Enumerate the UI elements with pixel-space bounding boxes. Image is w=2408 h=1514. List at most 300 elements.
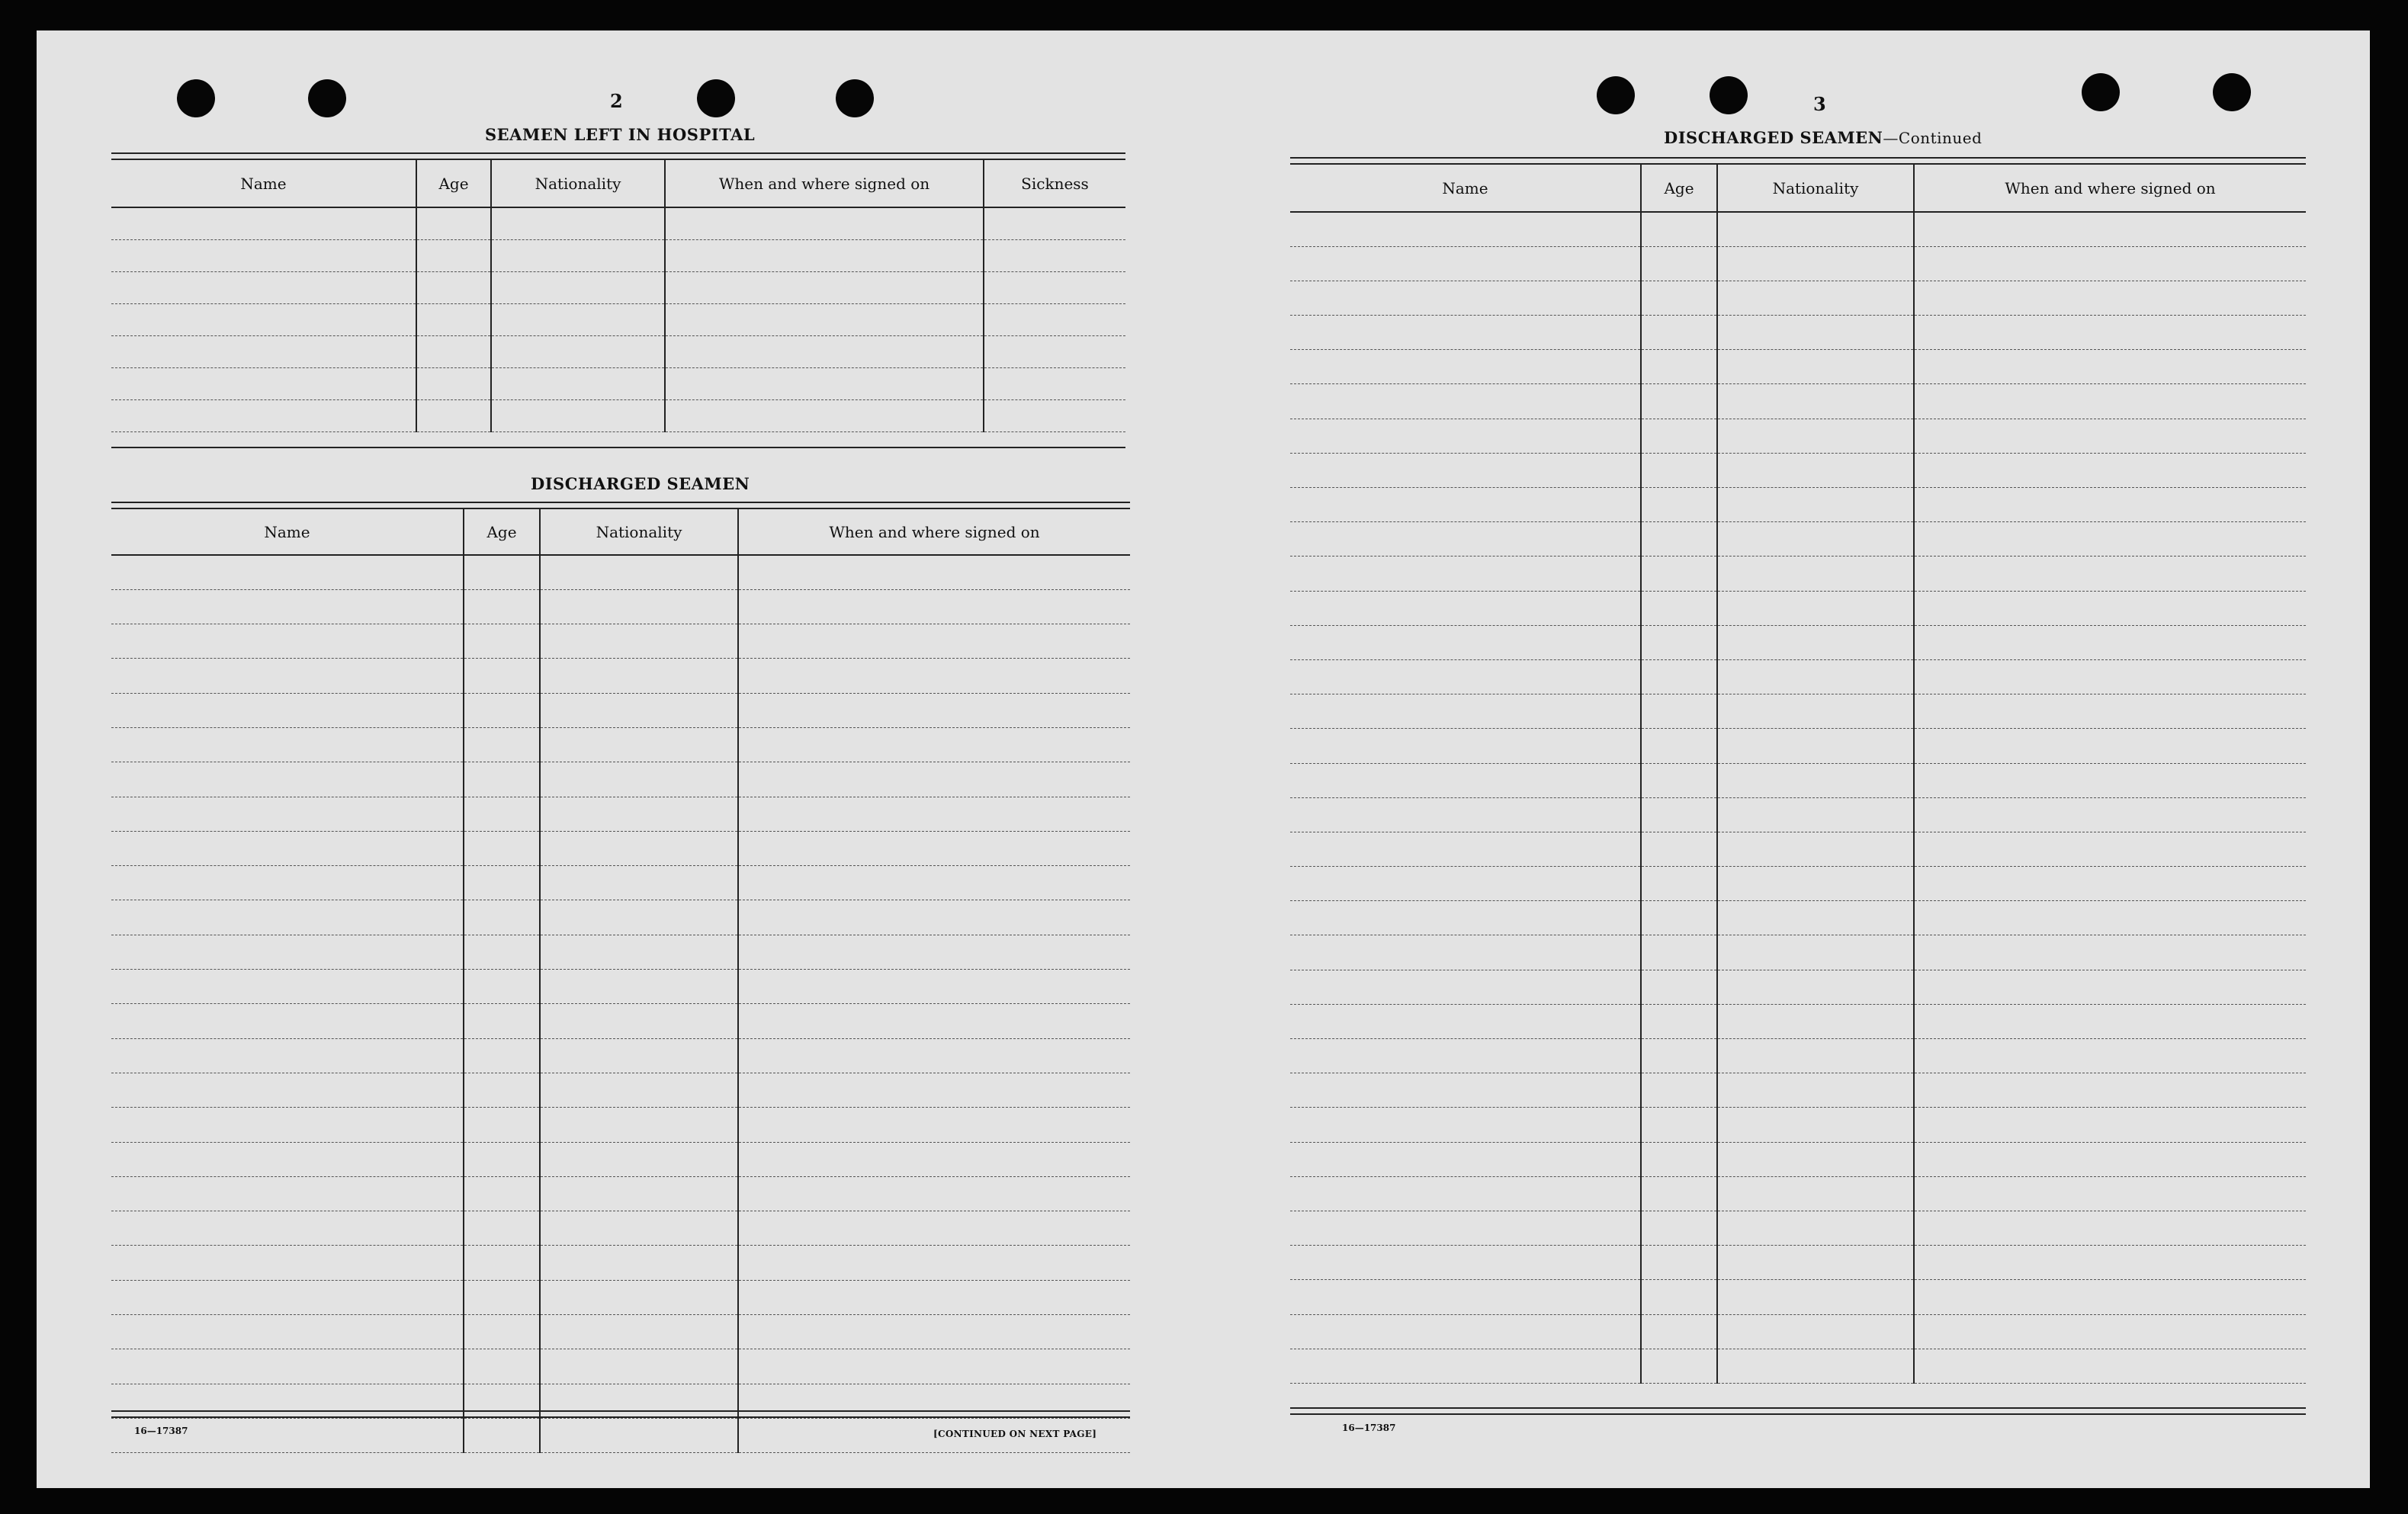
table-row bbox=[1290, 1004, 2306, 1038]
blank-cell bbox=[738, 555, 1130, 589]
blank-cell bbox=[1717, 935, 1914, 970]
column-header-sickness: Sickness bbox=[984, 160, 1125, 207]
blank-cell bbox=[464, 624, 540, 659]
continued-note: [CONTINUED ON NEXT PAGE] bbox=[933, 1429, 1097, 1439]
blank-cell bbox=[1914, 970, 2306, 1004]
blank-cell bbox=[1290, 246, 1641, 281]
table-row bbox=[1290, 1142, 2306, 1176]
document-sheet bbox=[37, 30, 2370, 1488]
blank-cell bbox=[111, 589, 464, 624]
blank-cell bbox=[111, 303, 416, 335]
blank-cell bbox=[464, 1176, 540, 1211]
table-row bbox=[1290, 935, 2306, 970]
table-row bbox=[111, 1108, 1130, 1142]
blank-cell bbox=[111, 271, 416, 303]
blank-cell bbox=[1641, 1280, 1717, 1314]
blank-cell bbox=[464, 727, 540, 762]
column-header-signed-on: When and where signed on bbox=[665, 160, 984, 207]
table-row bbox=[111, 659, 1130, 693]
blank-cell bbox=[665, 271, 984, 303]
blank-cell bbox=[1290, 1246, 1641, 1280]
blank-cell bbox=[984, 207, 1125, 239]
blank-cell bbox=[1914, 488, 2306, 522]
blank-cell bbox=[464, 1038, 540, 1073]
blank-cell bbox=[111, 1280, 464, 1314]
table-row bbox=[1290, 1314, 2306, 1349]
table-row bbox=[111, 762, 1130, 797]
blank-cell bbox=[1290, 797, 1641, 832]
blank-cell bbox=[1290, 1108, 1641, 1142]
table-row bbox=[111, 1211, 1130, 1246]
blank-cell bbox=[1290, 1142, 1641, 1176]
blank-cell bbox=[1641, 316, 1717, 350]
blank-cell bbox=[1641, 488, 1717, 522]
blank-cell bbox=[738, 589, 1130, 624]
blank-cell bbox=[540, 1246, 738, 1280]
blank-cell bbox=[491, 335, 665, 367]
blank-cell bbox=[1717, 453, 1914, 487]
blank-cell bbox=[1914, 1349, 2306, 1383]
blank-cell bbox=[1717, 316, 1914, 350]
blank-cell bbox=[1641, 1314, 1717, 1349]
blank-cell bbox=[665, 239, 984, 271]
punch-hole-icon bbox=[697, 79, 735, 117]
blank-cell bbox=[464, 1073, 540, 1107]
table-row bbox=[111, 1315, 1130, 1349]
column-header-signed-on: When and where signed on bbox=[1914, 165, 2306, 212]
blank-cell bbox=[416, 239, 491, 271]
table-row bbox=[1290, 384, 2306, 419]
table-row bbox=[1290, 1108, 2306, 1142]
blank-cell bbox=[738, 693, 1130, 727]
blank-cell bbox=[540, 1142, 738, 1176]
blank-cell bbox=[1914, 867, 2306, 901]
blank-cell bbox=[1717, 970, 1914, 1004]
blank-cell bbox=[540, 1176, 738, 1211]
blank-cell bbox=[738, 1315, 1130, 1349]
column-header-nationality: Nationality bbox=[491, 160, 665, 207]
blank-cell bbox=[1641, 1176, 1717, 1211]
blank-cell bbox=[540, 1038, 738, 1073]
blank-cell bbox=[416, 335, 491, 367]
blank-cell bbox=[464, 1211, 540, 1246]
blank-cell bbox=[491, 207, 665, 239]
blank-cell bbox=[1914, 281, 2306, 315]
blank-cell bbox=[1717, 557, 1914, 591]
blank-cell bbox=[1290, 212, 1641, 246]
blank-cell bbox=[111, 207, 416, 239]
blank-cell bbox=[111, 1108, 464, 1142]
table-row bbox=[1290, 970, 2306, 1004]
blank-cell bbox=[1914, 316, 2306, 350]
blank-cell bbox=[1914, 1108, 2306, 1142]
blank-cell bbox=[464, 970, 540, 1004]
table-row bbox=[1290, 1349, 2306, 1383]
column-header-age: Age bbox=[464, 509, 540, 555]
blank-cell bbox=[540, 624, 738, 659]
blank-cell bbox=[984, 239, 1125, 271]
blank-cell bbox=[738, 1073, 1130, 1107]
blank-cell bbox=[464, 1142, 540, 1176]
blank-cell bbox=[1290, 1349, 1641, 1383]
table-row bbox=[111, 589, 1130, 624]
blank-cell bbox=[540, 555, 738, 589]
blank-cell bbox=[1914, 212, 2306, 246]
blank-cell bbox=[1717, 246, 1914, 281]
blank-cell bbox=[1717, 832, 1914, 866]
column-header-name: Name bbox=[111, 160, 416, 207]
blank-cell bbox=[1290, 557, 1641, 591]
table-row bbox=[111, 239, 1125, 271]
blank-cell bbox=[984, 367, 1125, 399]
blank-cell bbox=[464, 589, 540, 624]
blank-cell bbox=[1717, 350, 1914, 384]
blank-cell bbox=[1290, 1211, 1641, 1245]
blank-cell bbox=[491, 239, 665, 271]
blank-cell bbox=[1290, 1004, 1641, 1038]
form-code: 16—17387 bbox=[134, 1426, 188, 1436]
discharged-continued-title bbox=[1664, 128, 1982, 147]
blank-cell bbox=[1717, 1314, 1914, 1349]
blank-cell bbox=[111, 239, 416, 271]
blank-cell bbox=[1290, 694, 1641, 729]
blank-cell bbox=[416, 367, 491, 399]
blank-cell bbox=[1641, 557, 1717, 591]
blank-cell bbox=[111, 1211, 464, 1246]
blank-cell bbox=[540, 659, 738, 693]
table-row bbox=[1290, 591, 2306, 625]
blank-cell bbox=[1641, 832, 1717, 866]
blank-cell bbox=[1914, 659, 2306, 694]
discharged-top-rule bbox=[1290, 157, 2306, 165]
blank-cell bbox=[111, 1315, 464, 1349]
blank-cell bbox=[1290, 901, 1641, 935]
blank-cell bbox=[111, 866, 464, 900]
blank-cell bbox=[111, 831, 464, 865]
table-row bbox=[1290, 901, 2306, 935]
blank-cell bbox=[540, 1211, 738, 1246]
column-header-name: Name bbox=[1290, 165, 1641, 212]
table-row bbox=[111, 207, 1125, 239]
blank-cell bbox=[111, 900, 464, 935]
blank-cell bbox=[1717, 1142, 1914, 1176]
hospital-table bbox=[111, 160, 1125, 432]
blank-cell bbox=[1717, 867, 1914, 901]
table-row bbox=[111, 900, 1130, 935]
table-row bbox=[111, 1280, 1130, 1314]
blank-cell bbox=[1717, 901, 1914, 935]
blank-cell bbox=[464, 1246, 540, 1280]
blank-cell bbox=[111, 797, 464, 831]
table-row bbox=[111, 693, 1130, 727]
blank-cell bbox=[540, 1418, 738, 1452]
continued-suffix: —Continued bbox=[1883, 129, 1983, 147]
column-header-age: Age bbox=[1641, 165, 1717, 212]
punch-hole-icon bbox=[177, 79, 215, 117]
table-row bbox=[1290, 625, 2306, 659]
blank-cell bbox=[1914, 522, 2306, 557]
table-row bbox=[1290, 832, 2306, 866]
blank-cell bbox=[1290, 659, 1641, 694]
blank-cell bbox=[1717, 729, 1914, 763]
blank-cell bbox=[1641, 797, 1717, 832]
blank-cell bbox=[1717, 659, 1914, 694]
blank-cell bbox=[1717, 1004, 1914, 1038]
punch-hole-icon bbox=[2082, 73, 2120, 111]
blank-cell bbox=[1914, 1073, 2306, 1108]
blank-cell bbox=[416, 271, 491, 303]
table-row bbox=[1290, 281, 2306, 315]
blank-cell bbox=[111, 935, 464, 969]
blank-cell bbox=[464, 1108, 540, 1142]
blank-cell bbox=[1641, 867, 1717, 901]
blank-cell bbox=[1641, 1073, 1717, 1108]
blank-cell bbox=[540, 866, 738, 900]
blank-cell bbox=[1717, 522, 1914, 557]
blank-cell bbox=[1914, 350, 2306, 384]
blank-cell bbox=[111, 555, 464, 589]
blank-cell bbox=[111, 693, 464, 727]
hospital-bottom-rule bbox=[111, 447, 1125, 448]
blank-cell bbox=[111, 659, 464, 693]
blank-cell bbox=[1290, 419, 1641, 453]
blank-cell bbox=[738, 831, 1130, 865]
table-row bbox=[111, 1142, 1130, 1176]
blank-cell bbox=[464, 1004, 540, 1038]
table-row bbox=[1290, 212, 2306, 246]
blank-cell bbox=[1914, 453, 2306, 487]
blank-cell bbox=[1914, 694, 2306, 729]
blank-cell bbox=[1290, 350, 1641, 384]
blank-cell bbox=[540, 1315, 738, 1349]
blank-cell bbox=[540, 1004, 738, 1038]
blank-cell bbox=[1290, 281, 1641, 315]
blank-cell bbox=[540, 1280, 738, 1314]
table-row bbox=[1290, 1176, 2306, 1211]
blank-cell bbox=[1914, 1142, 2306, 1176]
blank-cell bbox=[984, 399, 1125, 431]
page-number: 2 bbox=[610, 90, 623, 112]
blank-cell bbox=[738, 727, 1130, 762]
blank-cell bbox=[1641, 281, 1717, 315]
blank-cell bbox=[1290, 625, 1641, 659]
blank-cell bbox=[464, 935, 540, 969]
blank-cell bbox=[738, 624, 1130, 659]
blank-cell bbox=[738, 1142, 1130, 1176]
blank-cell bbox=[491, 367, 665, 399]
column-header-nationality: Nationality bbox=[540, 509, 738, 555]
blank-cell bbox=[540, 1073, 738, 1107]
table-row bbox=[1290, 1073, 2306, 1108]
blank-cell bbox=[111, 1038, 464, 1073]
blank-cell bbox=[984, 303, 1125, 335]
table-row bbox=[1290, 729, 2306, 763]
blank-cell bbox=[665, 335, 984, 367]
blank-cell bbox=[111, 1004, 464, 1038]
blank-cell bbox=[1914, 832, 2306, 866]
punch-hole-icon bbox=[308, 79, 346, 117]
blank-cell bbox=[1717, 1211, 1914, 1245]
blank-cell bbox=[1641, 970, 1717, 1004]
left-page bbox=[37, 30, 1203, 1488]
column-header-name: Name bbox=[111, 509, 464, 555]
table-row bbox=[111, 399, 1125, 431]
blank-cell bbox=[1290, 453, 1641, 487]
blank-cell bbox=[1914, 1246, 2306, 1280]
blank-cell bbox=[984, 335, 1125, 367]
blank-cell bbox=[1290, 935, 1641, 970]
blank-cell bbox=[540, 693, 738, 727]
blank-cell bbox=[540, 727, 738, 762]
form-code: 16—17387 bbox=[1342, 1423, 1396, 1433]
hospital-top-rule bbox=[111, 152, 1125, 160]
table-row bbox=[111, 935, 1130, 969]
blank-cell bbox=[416, 399, 491, 431]
table-row bbox=[1290, 1211, 2306, 1245]
blank-cell bbox=[738, 1246, 1130, 1280]
blank-cell bbox=[1641, 935, 1717, 970]
blank-cell bbox=[738, 1176, 1130, 1211]
blank-cell bbox=[738, 970, 1130, 1004]
blank-cell bbox=[738, 797, 1130, 831]
blank-cell bbox=[738, 1108, 1130, 1142]
blank-cell bbox=[1641, 1349, 1717, 1383]
blank-cell bbox=[1641, 1211, 1717, 1245]
blank-cell bbox=[738, 1211, 1130, 1246]
blank-cell bbox=[464, 1418, 540, 1452]
blank-cell bbox=[665, 367, 984, 399]
blank-cell bbox=[464, 1315, 540, 1349]
blank-cell bbox=[1717, 488, 1914, 522]
blank-cell bbox=[1914, 763, 2306, 797]
blank-cell bbox=[1914, 729, 2306, 763]
discharged-section-title: DISCHARGED SEAMEN bbox=[531, 474, 750, 493]
blank-cell bbox=[1641, 1039, 1717, 1073]
table-row bbox=[1290, 867, 2306, 901]
discharged-top-rule bbox=[111, 502, 1130, 509]
blank-cell bbox=[665, 207, 984, 239]
blank-cell bbox=[540, 935, 738, 969]
discharged-title-text: DISCHARGED SEAMEN bbox=[1664, 128, 1883, 147]
blank-cell bbox=[1717, 281, 1914, 315]
blank-cell bbox=[1641, 212, 1717, 246]
table-row bbox=[111, 303, 1125, 335]
discharged-table bbox=[111, 509, 1130, 1453]
blank-cell bbox=[1290, 832, 1641, 866]
discharged-table bbox=[1290, 165, 2306, 1384]
discharged-bottom-rule bbox=[1290, 1407, 2306, 1415]
table-row bbox=[1290, 659, 2306, 694]
blank-cell bbox=[1290, 1314, 1641, 1349]
blank-cell bbox=[1290, 591, 1641, 625]
blank-cell bbox=[540, 1108, 738, 1142]
table-row bbox=[1290, 1280, 2306, 1314]
blank-cell bbox=[1641, 350, 1717, 384]
blank-cell bbox=[464, 1280, 540, 1314]
blank-cell bbox=[1641, 453, 1717, 487]
table-row bbox=[1290, 694, 2306, 729]
blank-cell bbox=[111, 1073, 464, 1107]
table-row bbox=[111, 271, 1125, 303]
blank-cell bbox=[491, 271, 665, 303]
table-row bbox=[1290, 1039, 2306, 1073]
table-row bbox=[111, 335, 1125, 367]
table-row bbox=[111, 1038, 1130, 1073]
blank-cell bbox=[1717, 797, 1914, 832]
blank-cell bbox=[540, 1349, 738, 1384]
blank-cell bbox=[1717, 694, 1914, 729]
blank-cell bbox=[416, 303, 491, 335]
blank-cell bbox=[665, 303, 984, 335]
blank-cell bbox=[1641, 729, 1717, 763]
blank-cell bbox=[1914, 419, 2306, 453]
blank-cell bbox=[464, 900, 540, 935]
blank-cell bbox=[738, 935, 1130, 969]
blank-cell bbox=[665, 399, 984, 431]
blank-cell bbox=[984, 271, 1125, 303]
blank-cell bbox=[1717, 419, 1914, 453]
blank-cell bbox=[1717, 625, 1914, 659]
punch-hole-icon bbox=[2213, 73, 2251, 111]
table-row bbox=[1290, 350, 2306, 384]
blank-cell bbox=[1641, 384, 1717, 419]
blank-cell bbox=[1914, 246, 2306, 281]
blank-cell bbox=[111, 970, 464, 1004]
blank-cell bbox=[1914, 557, 2306, 591]
blank-cell bbox=[1290, 763, 1641, 797]
table-row bbox=[1290, 557, 2306, 591]
column-header-signed-on: When and where signed on bbox=[738, 509, 1130, 555]
blank-cell bbox=[1290, 1073, 1641, 1108]
blank-cell bbox=[464, 831, 540, 865]
blank-cell bbox=[111, 1176, 464, 1211]
blank-cell bbox=[1914, 384, 2306, 419]
blank-cell bbox=[1717, 212, 1914, 246]
blank-cell bbox=[111, 1142, 464, 1176]
table-row bbox=[111, 831, 1130, 865]
right-page bbox=[1203, 30, 2370, 1488]
table-row bbox=[111, 1073, 1130, 1107]
table-row bbox=[111, 1004, 1130, 1038]
blank-cell bbox=[540, 589, 738, 624]
blank-cell bbox=[738, 1280, 1130, 1314]
blank-cell bbox=[1914, 625, 2306, 659]
blank-cell bbox=[1290, 384, 1641, 419]
blank-cell bbox=[1914, 1211, 2306, 1245]
blank-cell bbox=[1641, 625, 1717, 659]
blank-cell bbox=[1641, 1108, 1717, 1142]
blank-cell bbox=[1914, 901, 2306, 935]
blank-cell bbox=[738, 1349, 1130, 1384]
page-number: 3 bbox=[1813, 93, 1826, 115]
blank-cell bbox=[540, 797, 738, 831]
blank-cell bbox=[1641, 246, 1717, 281]
table-row bbox=[111, 1176, 1130, 1211]
blank-cell bbox=[1914, 797, 2306, 832]
blank-cell bbox=[1717, 1349, 1914, 1383]
blank-cell bbox=[738, 1038, 1130, 1073]
table-row bbox=[111, 624, 1130, 659]
blank-cell bbox=[738, 1004, 1130, 1038]
punch-hole-icon bbox=[836, 79, 874, 117]
blank-cell bbox=[416, 207, 491, 239]
blank-cell bbox=[464, 659, 540, 693]
blank-cell bbox=[1290, 316, 1641, 350]
blank-cell bbox=[540, 762, 738, 797]
table-row bbox=[111, 1349, 1130, 1384]
table-row bbox=[1290, 797, 2306, 832]
blank-cell bbox=[464, 866, 540, 900]
